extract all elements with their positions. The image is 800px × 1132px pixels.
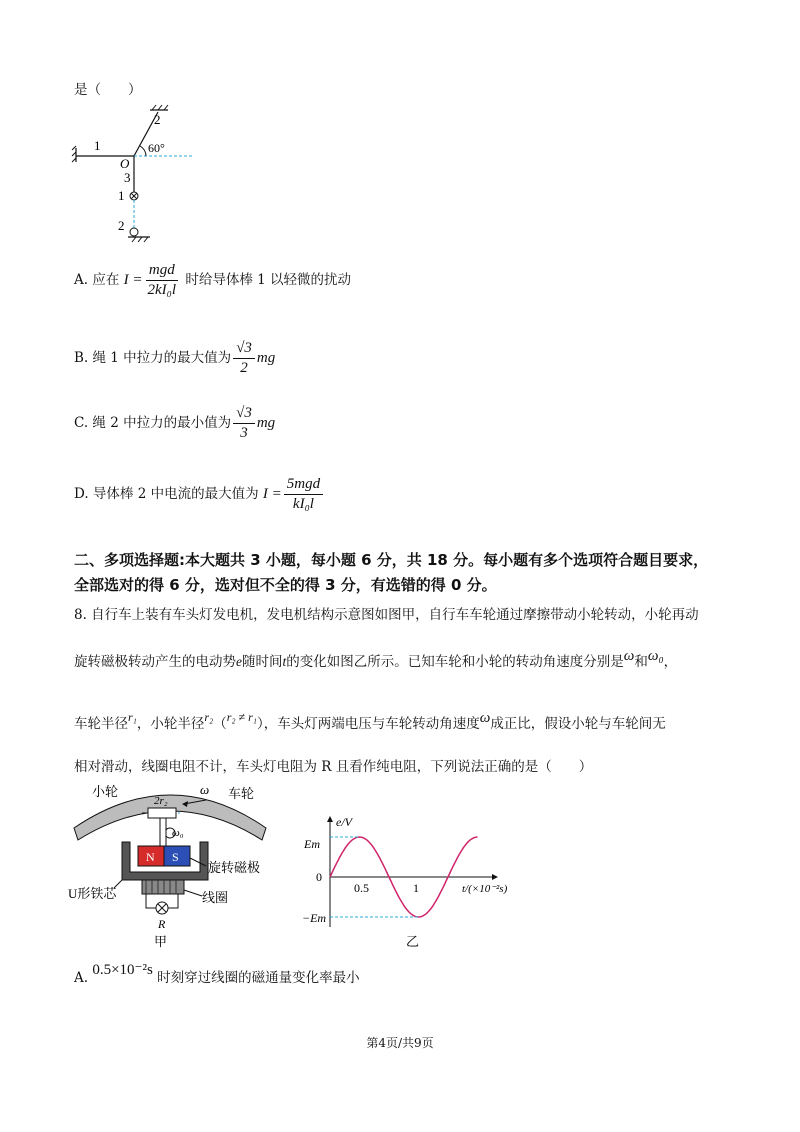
resistor-label: R bbox=[158, 917, 166, 931]
option-7a: A. 应在 I = $\frac{\text{mgd}}{\text{2kI₀l}}$ 时给导体棒 1 以轻微的扰动 bbox=[74, 262, 352, 298]
yi-caption: 乙 bbox=[406, 934, 420, 949]
angle-label: 60° bbox=[148, 141, 165, 155]
omega0-label: ω₀ bbox=[172, 827, 184, 839]
section-heading-line2: 全部选对的得 6 分，选对但不全的得 3 分，有选错的得 0 分。 bbox=[74, 576, 497, 594]
q8-line1: 8. 自行车上装有车头灯发电机，发电机结构示意图如图甲，自行车车轮通过摩擦带动小轮转动，小轮再动 bbox=[74, 607, 699, 623]
rod-suspension-figure bbox=[66, 98, 206, 248]
x-tick-05: 0.5 bbox=[354, 881, 369, 895]
q8-line3: 车轮半径r₁，小轮半径r₂（r₂ ≠ r₁），车头灯两端电压与车轮转动角速度ω成正比，假设小轮与车轮间无 bbox=[74, 710, 666, 732]
magnet-label: 旋转磁极 bbox=[208, 860, 261, 875]
x-tick-1: 1 bbox=[413, 881, 419, 895]
x-axis-label: t/(×10⁻²s) bbox=[462, 883, 508, 895]
jia-caption: 甲 bbox=[154, 934, 168, 949]
u-core-label: U形铁芯 bbox=[68, 886, 117, 901]
s-pole-label: S bbox=[172, 850, 179, 864]
emf-sine-chart bbox=[298, 812, 538, 950]
page-footer: 第4页/共9页 bbox=[366, 1036, 434, 1050]
rope-2-label: 2 bbox=[154, 112, 161, 127]
em-tick: Em bbox=[304, 837, 320, 851]
r2-label: 2r₂ bbox=[154, 795, 168, 807]
option-8a: A. 0.5×10⁻²s 时刻穿过线圈的磁通量变化率最小 bbox=[74, 962, 360, 986]
xiaolun-label: 小轮 bbox=[92, 784, 119, 799]
option-7b: B. 绳 1 中拉力的最大值为 $\frac{√3}{2}$ mg bbox=[74, 340, 276, 376]
zero-tick: 0 bbox=[316, 870, 322, 884]
omega-label: ω bbox=[200, 782, 210, 797]
rod-1-label: 1 bbox=[118, 188, 125, 203]
rope-3-label: 3 bbox=[124, 170, 131, 185]
n-pole-label: N bbox=[146, 850, 155, 864]
q8-line2: 旋转磁极转动产生的电动势e随时间t的变化如图乙所示。已知车轮和小轮的转动角速度分别是ω和ω₀， bbox=[74, 648, 678, 670]
question-7-stem-end: 是（ ） bbox=[74, 82, 142, 98]
chelun-label: 车轮 bbox=[228, 786, 255, 801]
point-o-label: O bbox=[120, 156, 130, 171]
section-heading-line1: 二、多项选择题:本大题共 3 小题，每小题 6 分，共 18 分。每小题有多个选项符合题目要求， bbox=[74, 551, 709, 569]
option-7c: C. 绳 2 中拉力的最小值为 $\frac{√3}{3}$ mg bbox=[74, 405, 276, 441]
rod-2-label: 2 bbox=[118, 218, 125, 233]
generator-figure-jia bbox=[66, 780, 296, 950]
coil-label: 线圈 bbox=[202, 890, 229, 905]
y-axis-label: e/V bbox=[336, 815, 352, 829]
q8-line4: 相对滑动，线圈电阻不计，车头灯电阻为 R 且看作纯电阻，下列说法正确的是（ ） bbox=[74, 759, 593, 775]
neg-em-tick: −Em bbox=[302, 911, 327, 925]
rope-1-label: 1 bbox=[94, 138, 101, 153]
option-7d: D. 导体棒 2 中电流的最大值为 I = $\frac{\text{5mgd}}{\text{kI₀l}}$ bbox=[74, 476, 325, 513]
